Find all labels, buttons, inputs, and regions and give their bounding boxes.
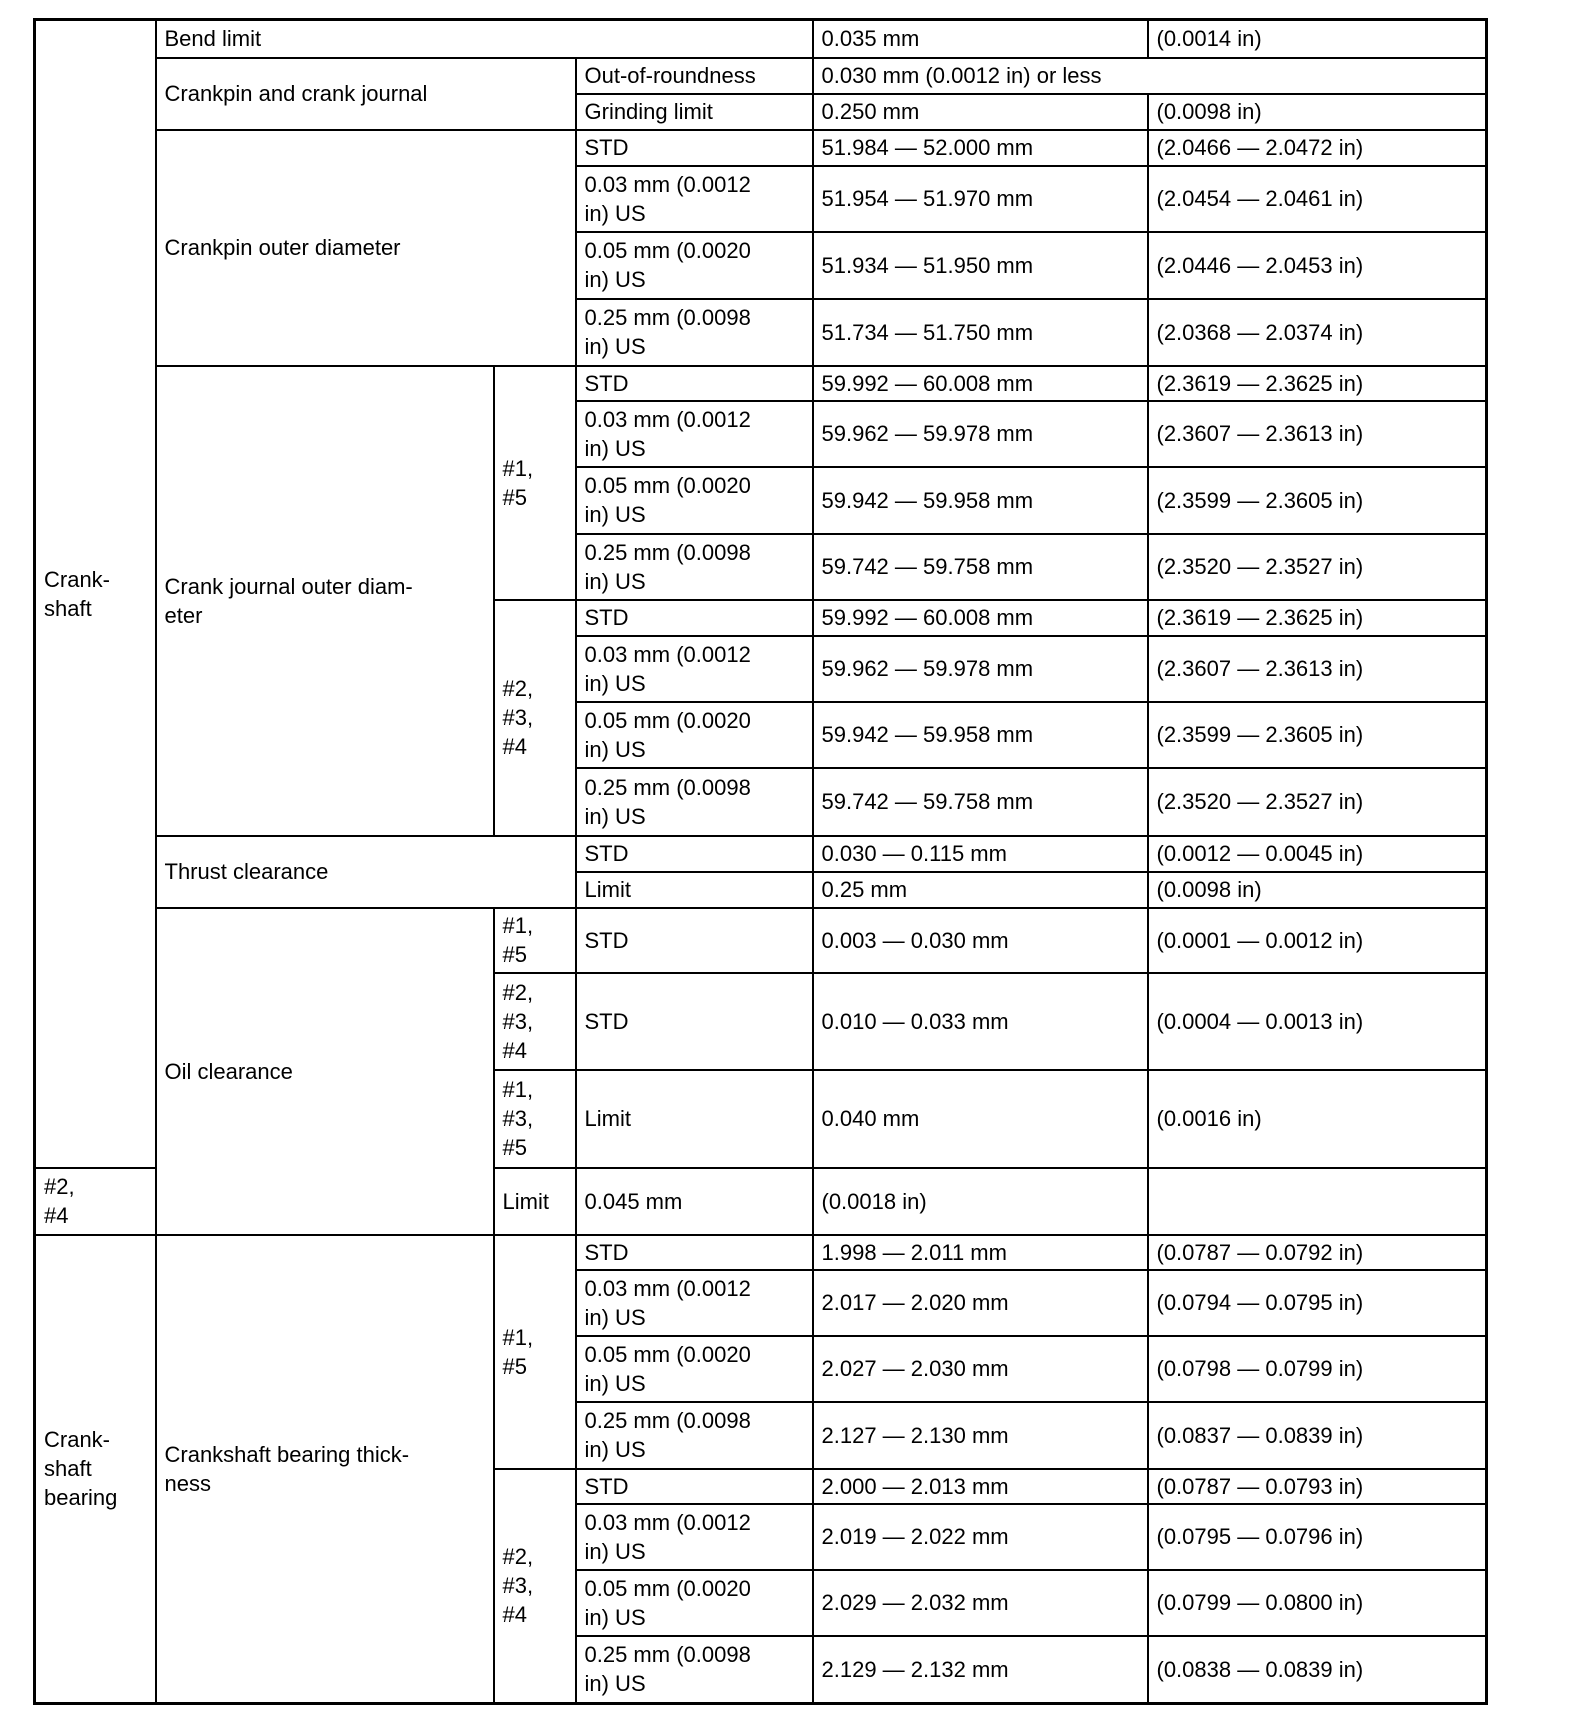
size-label: 0.03 mm (0.0012 in) US	[576, 1270, 813, 1336]
item-label: Bend limit	[156, 20, 813, 58]
value-in: (2.0446 — 2.0453 in)	[1148, 232, 1487, 299]
item-label: Crankpin and crank journal	[156, 58, 576, 130]
value-mm: 1.998 — 2.011 mm	[813, 1235, 1148, 1270]
size-label: 0.25 mm (0.0098 in) US	[576, 1636, 813, 1704]
size-label: 0.25 mm (0.0098 in) US	[576, 299, 813, 366]
value-in: (0.0004 — 0.0013 in)	[1148, 973, 1487, 1070]
value-mm: 0.250 mm	[813, 94, 1148, 130]
value-in: (0.0798 — 0.0799 in)	[1148, 1336, 1487, 1402]
journal-group: #1, #5	[494, 366, 576, 600]
size-label: STD	[576, 1469, 813, 1504]
value-mm: 59.962 — 59.978 mm	[813, 636, 1148, 702]
section-label: Crank- shaft	[35, 20, 156, 1168]
value-in: (0.0837 — 0.0839 in)	[1148, 1402, 1487, 1469]
size-label: Limit	[576, 872, 813, 908]
item-label: Oil clearance	[156, 908, 494, 1235]
item-label: Crank journal outer diam- eter	[156, 366, 494, 836]
item-label: Thrust clearance	[156, 836, 576, 908]
journal-group: #1, #5	[494, 1235, 576, 1469]
size-label: 0.05 mm (0.0020 in) US	[576, 1570, 813, 1636]
value-mm: 2.029 — 2.032 mm	[813, 1570, 1148, 1636]
size-label: STD	[576, 130, 813, 166]
value-in: (2.3599 — 2.3605 in)	[1148, 702, 1487, 768]
journal-group: #2, #3, #4	[494, 600, 576, 836]
value-in: (2.3520 — 2.3527 in)	[1148, 534, 1487, 600]
size-label: STD	[576, 836, 813, 872]
value-mm: 0.045 mm	[576, 1168, 813, 1235]
value-mm: 51.734 — 51.750 mm	[813, 299, 1148, 366]
size-label: Grinding limit	[576, 94, 813, 130]
journal-group: #1, #3, #5	[494, 1070, 576, 1168]
size-label: 0.05 mm (0.0020 in) US	[576, 702, 813, 768]
value-mm: 59.742 — 59.758 mm	[813, 768, 1148, 836]
item-label: Crankpin outer diameter	[156, 130, 576, 366]
value-in: (0.0018 in)	[813, 1168, 1148, 1235]
journal-group: #2, #3, #4	[494, 1469, 576, 1704]
value-mm: 59.942 — 59.958 mm	[813, 467, 1148, 534]
value-in: (0.0838 — 0.0839 in)	[1148, 1636, 1487, 1704]
value-mm: 0.25 mm	[813, 872, 1148, 908]
value-mm: 59.962 — 59.978 mm	[813, 401, 1148, 467]
value-in: (2.3520 — 2.3527 in)	[1148, 768, 1487, 836]
value-mm: 2.000 — 2.013 mm	[813, 1469, 1148, 1504]
size-label: 0.03 mm (0.0012 in) US	[576, 401, 813, 467]
journal-group: #2, #3, #4	[494, 973, 576, 1070]
value-mm: 2.127 — 2.130 mm	[813, 1402, 1148, 1469]
value-mm: 0.040 mm	[813, 1070, 1148, 1168]
value: 0.030 mm (0.0012 in) or less	[813, 58, 1487, 94]
size-label: 0.25 mm (0.0098 in) US	[576, 768, 813, 836]
value-in: (2.0454 — 2.0461 in)	[1148, 166, 1487, 232]
size-label: STD	[576, 600, 813, 636]
section-label: Crank- shaft bearing	[35, 1235, 156, 1704]
value-mm: 0.003 — 0.030 mm	[813, 908, 1148, 973]
journal-group: #2, #4	[35, 1168, 156, 1235]
value-mm: 51.954 — 51.970 mm	[813, 166, 1148, 232]
size-label: Limit	[576, 1070, 813, 1168]
size-label: 0.03 mm (0.0012 in) US	[576, 1504, 813, 1570]
value-in: (2.0368 — 2.0374 in)	[1148, 299, 1487, 366]
value-mm: 2.019 — 2.022 mm	[813, 1504, 1148, 1570]
value-mm: 0.010 — 0.033 mm	[813, 973, 1148, 1070]
size-label: 0.03 mm (0.0012 in) US	[576, 166, 813, 232]
value-in: (0.0098 in)	[1148, 872, 1487, 908]
value-in: (2.0466 — 2.0472 in)	[1148, 130, 1487, 166]
value-mm: 2.017 — 2.020 mm	[813, 1270, 1148, 1336]
value-in: (0.0014 in)	[1148, 20, 1487, 58]
size-label: Limit	[494, 1168, 576, 1235]
value-in: (0.0799 — 0.0800 in)	[1148, 1570, 1487, 1636]
value-mm: 51.984 — 52.000 mm	[813, 130, 1148, 166]
size-label: 0.25 mm (0.0098 in) US	[576, 534, 813, 600]
item-label: Crankshaft bearing thick- ness	[156, 1235, 494, 1704]
value-mm: 2.129 — 2.132 mm	[813, 1636, 1148, 1704]
value-mm: 59.992 — 60.008 mm	[813, 366, 1148, 401]
value-in: (0.0795 — 0.0796 in)	[1148, 1504, 1487, 1570]
value-in: (0.0016 in)	[1148, 1070, 1487, 1168]
value-mm: 0.035 mm	[813, 20, 1148, 58]
crankshaft-spec-table	[33, 18, 1488, 1705]
size-label: STD	[576, 908, 813, 973]
value-in: (0.0012 — 0.0045 in)	[1148, 836, 1487, 872]
value-in: (2.3619 — 2.3625 in)	[1148, 600, 1487, 636]
size-label: 0.03 mm (0.0012 in) US	[576, 636, 813, 702]
value-in: (0.0098 in)	[1148, 94, 1487, 130]
value-in: (0.0787 — 0.0792 in)	[1148, 1235, 1487, 1270]
value-in: (0.0794 — 0.0795 in)	[1148, 1270, 1487, 1336]
value-mm: 59.992 — 60.008 mm	[813, 600, 1148, 636]
value-mm: 2.027 — 2.030 mm	[813, 1336, 1148, 1402]
size-label: 0.25 mm (0.0098 in) US	[576, 1402, 813, 1469]
value-in: (2.3599 — 2.3605 in)	[1148, 467, 1487, 534]
value-in: (2.3607 — 2.3613 in)	[1148, 401, 1487, 467]
journal-group: #1, #5	[494, 908, 576, 973]
value-mm: 51.934 — 51.950 mm	[813, 232, 1148, 299]
size-label: STD	[576, 973, 813, 1070]
size-label: 0.05 mm (0.0020 in) US	[576, 1336, 813, 1402]
value-mm: 0.030 — 0.115 mm	[813, 836, 1148, 872]
size-label: STD	[576, 366, 813, 401]
value-in: (2.3619 — 2.3625 in)	[1148, 366, 1487, 401]
value-in: (0.0787 — 0.0793 in)	[1148, 1469, 1487, 1504]
size-label: 0.05 mm (0.0020 in) US	[576, 232, 813, 299]
value-mm: 59.942 — 59.958 mm	[813, 702, 1148, 768]
size-label: Out-of-roundness	[576, 58, 813, 94]
value-in: (0.0001 — 0.0012 in)	[1148, 908, 1487, 973]
size-label: 0.05 mm (0.0020 in) US	[576, 467, 813, 534]
size-label: STD	[576, 1235, 813, 1270]
value-mm: 59.742 — 59.758 mm	[813, 534, 1148, 600]
value-in: (2.3607 — 2.3613 in)	[1148, 636, 1487, 702]
